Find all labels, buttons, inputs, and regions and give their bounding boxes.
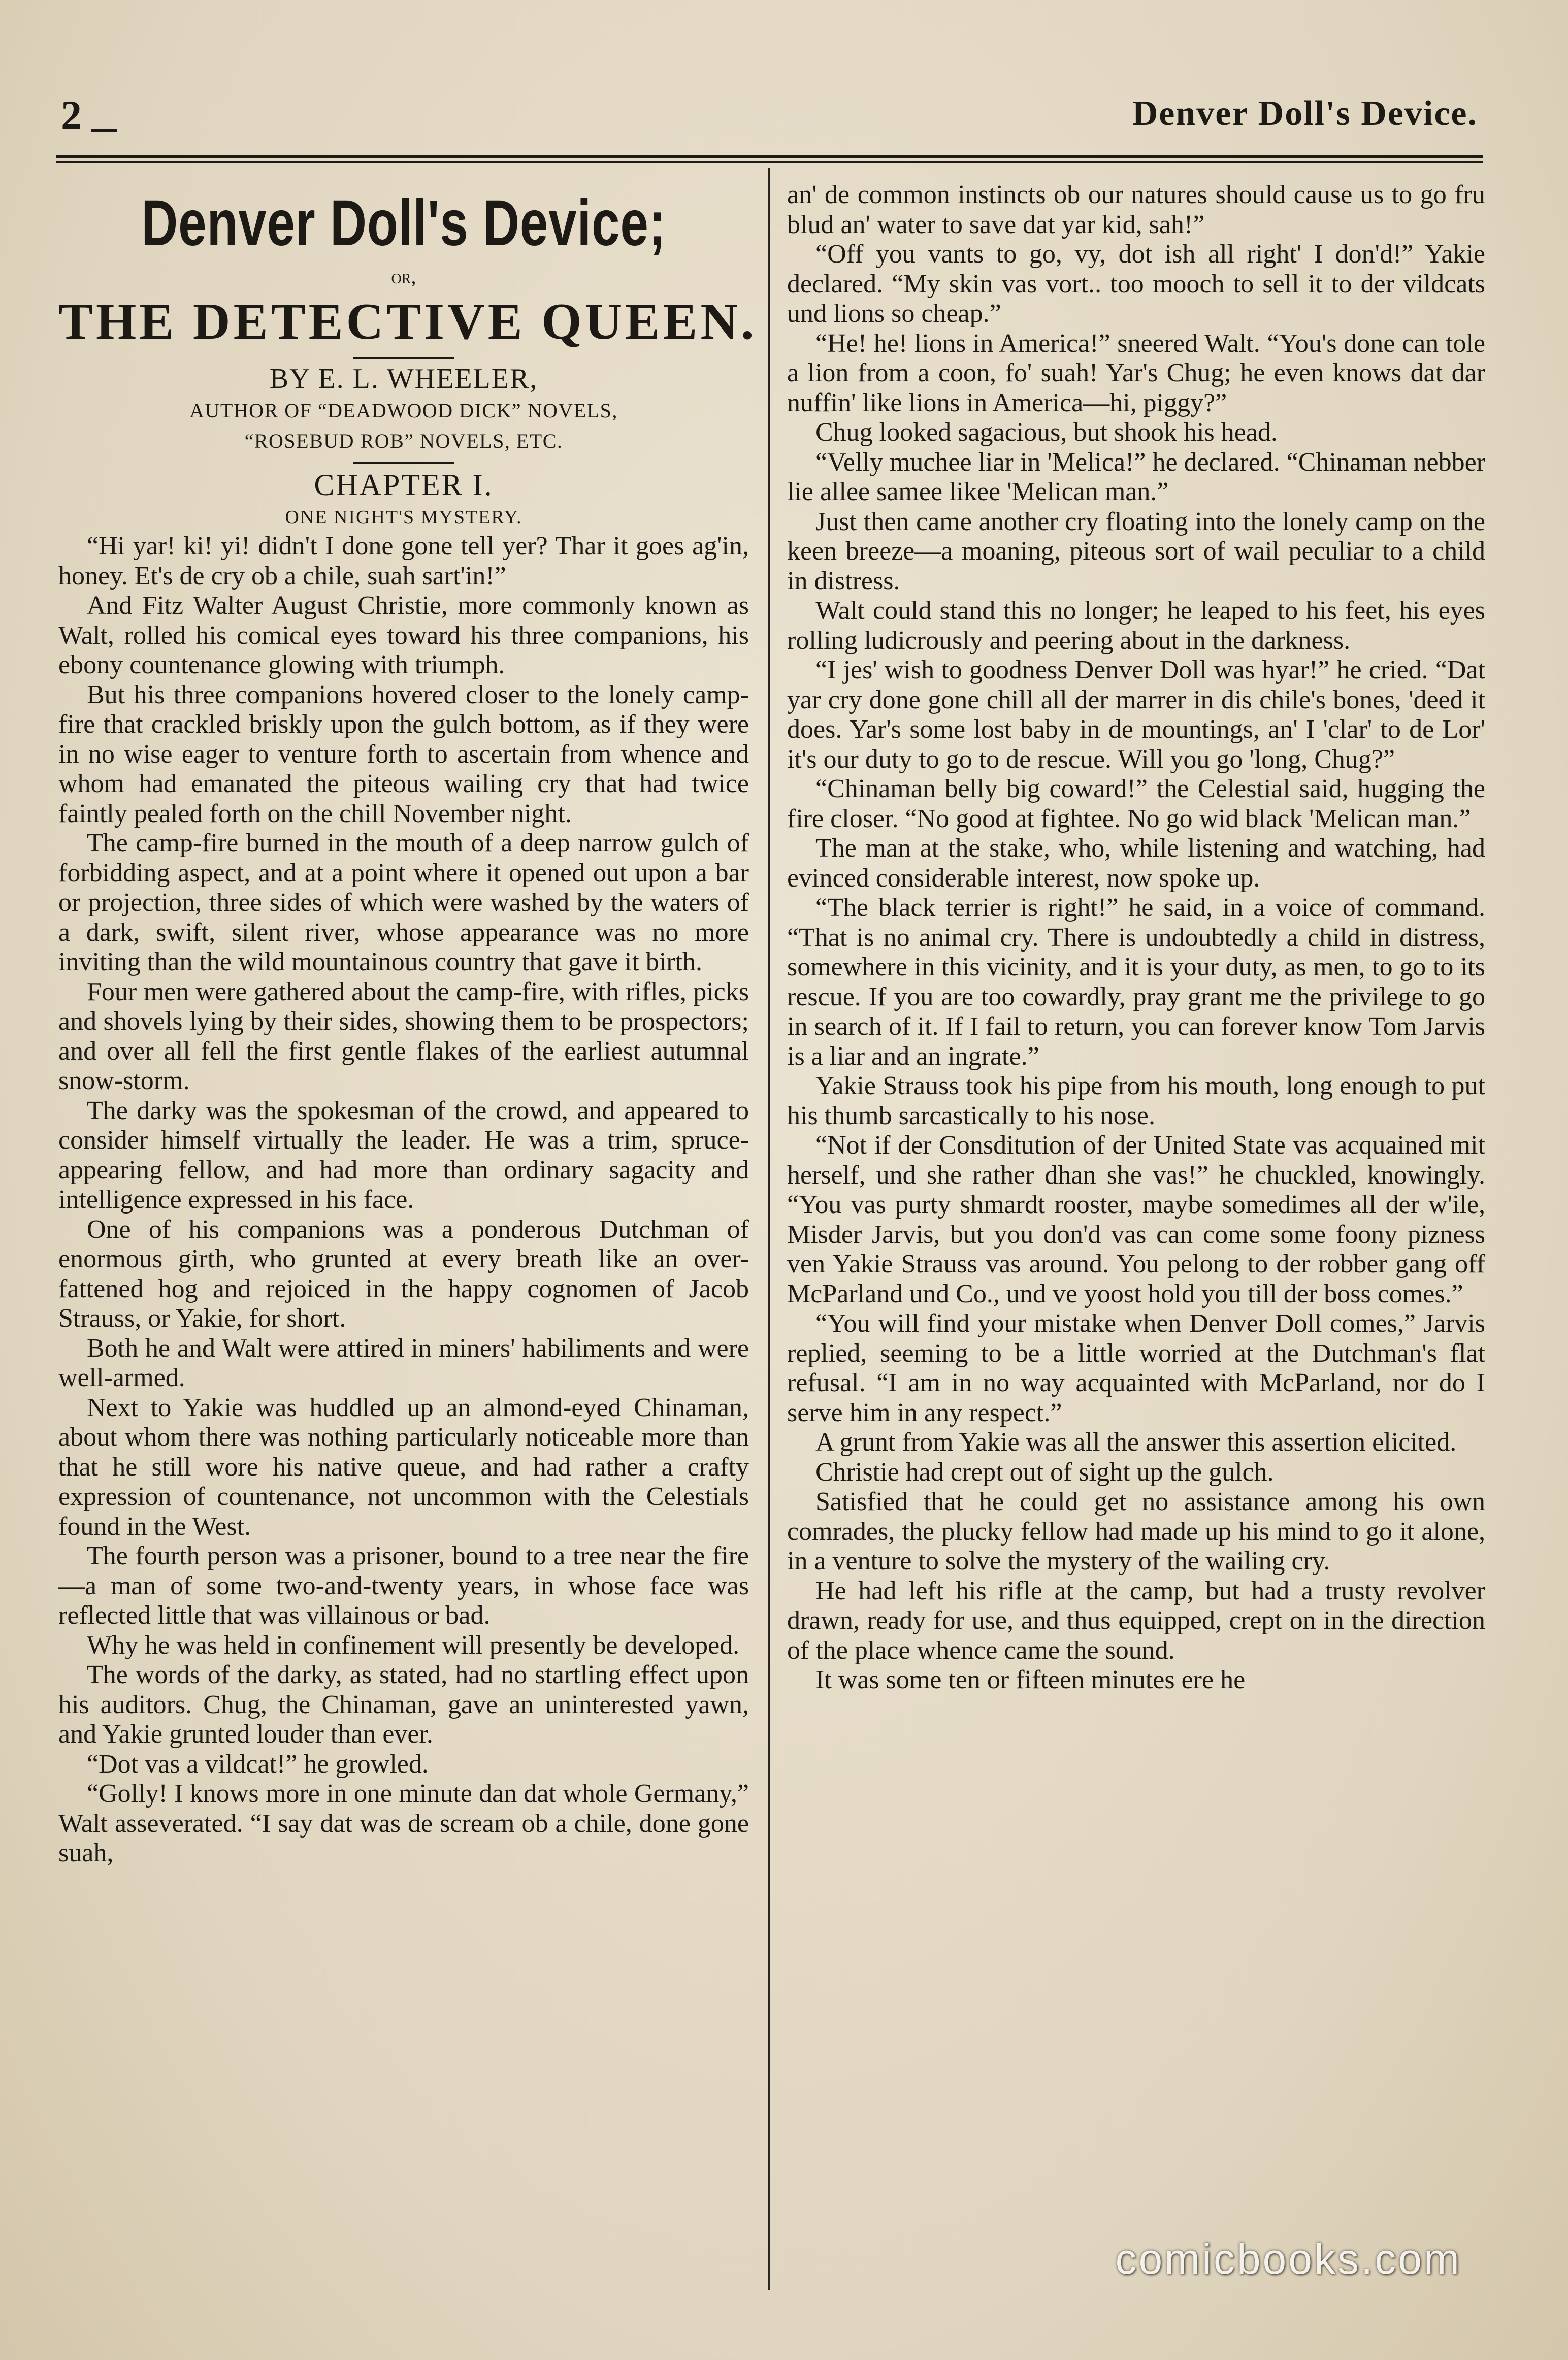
story-subtitle: THE DETECTIVE QUEEN. <box>58 293 757 350</box>
page-header <box>56 91 1478 147</box>
byline: BY E. L. WHEELER, <box>269 363 538 395</box>
paragraph: The darky was the spokesman of the crowd, and appeared to consider himself virtually the leader. He was a trim, spruce-appearing fellow, and had more than ordinary sagacity and intelligence expressed in his face. <box>58 1096 749 1214</box>
author-credit-2: “ROSEBUD ROB” NOVELS, ETC. <box>244 430 563 452</box>
paragraph: “Golly! I knows more in one minute dan dat whole Germany,” Walt asseverated. “I say dat was de scream ob a chile, done gone suah, <box>58 1779 749 1867</box>
paragraph: It was some ten or fifteen minutes ere he <box>815 1665 1246 1694</box>
paragraph: The fourth person was a prisoner, bound to a tree near the fire—a man of some two-and-twenty years, in whose face was reflected little that was villainous or bad. <box>58 1542 749 1630</box>
right-body-text <box>787 180 1485 1695</box>
paragraph: Both he and Walt were attired in miners' habiliments and were well-armed. <box>58 1333 749 1392</box>
page-number-dash <box>91 129 117 132</box>
paragraph: Yakie Strauss took his pipe from his mouth, long enough to put his thumb sarcastically to his nose. <box>787 1071 1485 1130</box>
author-credit-1: AUTHOR OF “DEADWOOD DICK” NOVELS, <box>189 399 618 422</box>
paragraph: The man at the stake, who, while listening and watching, had evinced considerable interest, now spoke up. <box>787 834 1485 893</box>
byline-rule <box>353 462 454 464</box>
paragraph: “Velly muchee liar in 'Melica!” he declared. “Chinaman nebber lie allee samee likee 'Melican man.” <box>787 447 1485 506</box>
page-number: 2 <box>61 92 82 138</box>
paragraph: Just then came another cry floating into the lonely camp on the keen breeze—a moaning, piteous sort of wail peculiar to a child in distress. <box>787 507 1485 596</box>
paragraph: Christie had crept out of sight up the gulch. <box>815 1457 1274 1487</box>
left-body-text <box>58 532 749 1869</box>
paragraph: The camp-fire burned in the mouth of a deep narrow gulch of forbidding aspect, and at a point where it opened out upon a bar or projection, three sides of which were washed by the waters of a dark, swift, silent river, whose appearance was no more inviting than the wild mountainous country that gave it birth. <box>58 829 749 976</box>
paragraph: A grunt from Yakie was all the answer this assertion elicited. <box>815 1428 1457 1457</box>
paragraph: Satisfied that he could get no assistance among his own comrades, the plucky fellow had made up his mind to go it alone, in a venture to solve the mystery of the wailing cry. <box>787 1487 1485 1576</box>
paragraph: Walt could stand this no longer; he leaped to his feet, his eyes rolling ludicrously and peering about in the darkness. <box>787 596 1485 655</box>
paragraph: “You will find your mistake when Denver Doll comes,” Jarvis replied, seeming to be a little worried at the Dutchman's flat refusal. “I am in no way acquainted with McParland, nor do I serve him in any respect.” <box>787 1309 1485 1427</box>
paragraph: “The black terrier is right!” he said, in a voice of command. “That is no animal cry. There is undoubtedly a child in distress, somewhere in this vicinity, and it is your duty, as men, to go to its rescue. If you are too cowardly, pray grant me the privilege to go in search of it. If I fail to return, you can forever know Tom Jarvis is a liar and an ingrate.” <box>787 893 1485 1071</box>
paragraph: One of his companions was a ponderous Dutchman of enormous girth, who grunted at every breath like an over-fattened hog and rejoiced in the happy cognomen of Jacob Strauss, or Yakie, for short. <box>58 1215 749 1333</box>
title-or: or, <box>391 265 416 288</box>
paragraph: “He! he! lions in America!” sneered Walt. “You's done can tole a lion from a coon, fo' suah! Yar's Chug; he even knows dat dar nuffin' like lions in America—hi, piggy?” <box>787 329 1485 417</box>
paragraph: Why he was held in confinement will presently be developed. <box>87 1630 740 1660</box>
story-title: Denver Doll's Device; <box>141 187 666 259</box>
title-rule <box>353 357 454 359</box>
paragraph: “Dot vas a vildcat!” he growled. <box>87 1749 429 1779</box>
paragraph: But his three companions hovered closer to the lonely camp-fire that crackled briskly upon the gulch bottom, as if they were in no wise eager to venture forth to ascertain from whence and whom had emanated the piteous wailing cry that had twice faintly pealed forth on the chill November night. <box>58 680 749 828</box>
header-rule <box>56 155 1483 163</box>
right-column <box>787 180 1485 1695</box>
paragraph: He had left his rifle at the camp, but had a trusty revolver drawn, ready for use, and thus equipped, crept on in the direction of the place whence came the sound. <box>787 1576 1485 1665</box>
paragraph: “Chinaman belly big coward!” the Celestial said, hugging the fire closer. “No good at fightee. No go wid black 'Melican man.” <box>787 774 1485 833</box>
paragraph: an' de common instincts ob our natures should cause us to go fru blud an' water to save dat yar kid, sah!” <box>787 180 1485 239</box>
paragraph: “Off you vants to go, vy, dot ish all right' I don'd!” Yakie declared. “My skin vas vort.. too mooch to sell it to der vildcats und lions so cheap.” <box>787 240 1485 328</box>
watermark: comicbooks.com <box>1115 2235 1461 2283</box>
left-column <box>58 180 757 1869</box>
paragraph: “I jes' wish to goodness Denver Doll was hyar!” he cried. “Dat yar cry done gone chill all der marrer in dis chile's bones, 'deed it does. Yar's some lost baby in de mountings, an' I 'clar' to de Lor' it's our duty to go to de rescue. Will you go 'long, Chug?” <box>787 655 1485 774</box>
paragraph: Next to Yakie was huddled up an almond-eyed Chinaman, about whom there was nothing particularly noticeable more than that he still wore his native queue, and had rather a crafty expression of countenance, not uncommon with the Celestials found in the West. <box>58 1393 749 1541</box>
paragraph: Four men were gathered about the camp-fire, with rifles, picks and shovels lying by their sides, showing them to be prospectors; and over all fell the first gentle flakes of the earliest autumnal snow-storm. <box>58 977 749 1095</box>
paragraph: “Not if der Consditution of der United State vas acquained mit herself, und she rather dhan she vas!” he chuckled, knowingly. “You vas purty shmardt rooster, maybe somedimes all der w'ile, Misder Jarvis, but you don'd vas can come some foony pizness ven Yakie Strauss vas around. You pelong to der robber gang off McParland und Co., und ve yoost hold you till der boss comes.” <box>787 1131 1485 1308</box>
column-divider <box>768 168 770 2290</box>
paragraph: “Hi yar! ki! yi! didn't I done gone tell yer? Thar it goes ag'in, honey. Et's de cry ob a chile, suah sart'in!” <box>58 532 749 591</box>
chapter-subtitle: ONE NIGHT'S MYSTERY. <box>285 507 522 528</box>
paragraph: Chug looked sagacious, but shook his head. <box>815 418 1278 447</box>
paragraph: And Fitz Walter August Christie, more commonly known as Walt, rolled his comical eyes toward his three companions, his ebony countenance glowing with triumph. <box>58 591 749 679</box>
running-title: Denver Doll's Device. <box>1132 94 1478 133</box>
chapter-heading: CHAPTER I. <box>314 468 494 502</box>
paragraph: The words of the darky, as stated, had no startling effect upon his auditors. Chug, the Chinaman, gave an uninterested yawn, and Yakie grunted louder than ever. <box>58 1660 749 1749</box>
